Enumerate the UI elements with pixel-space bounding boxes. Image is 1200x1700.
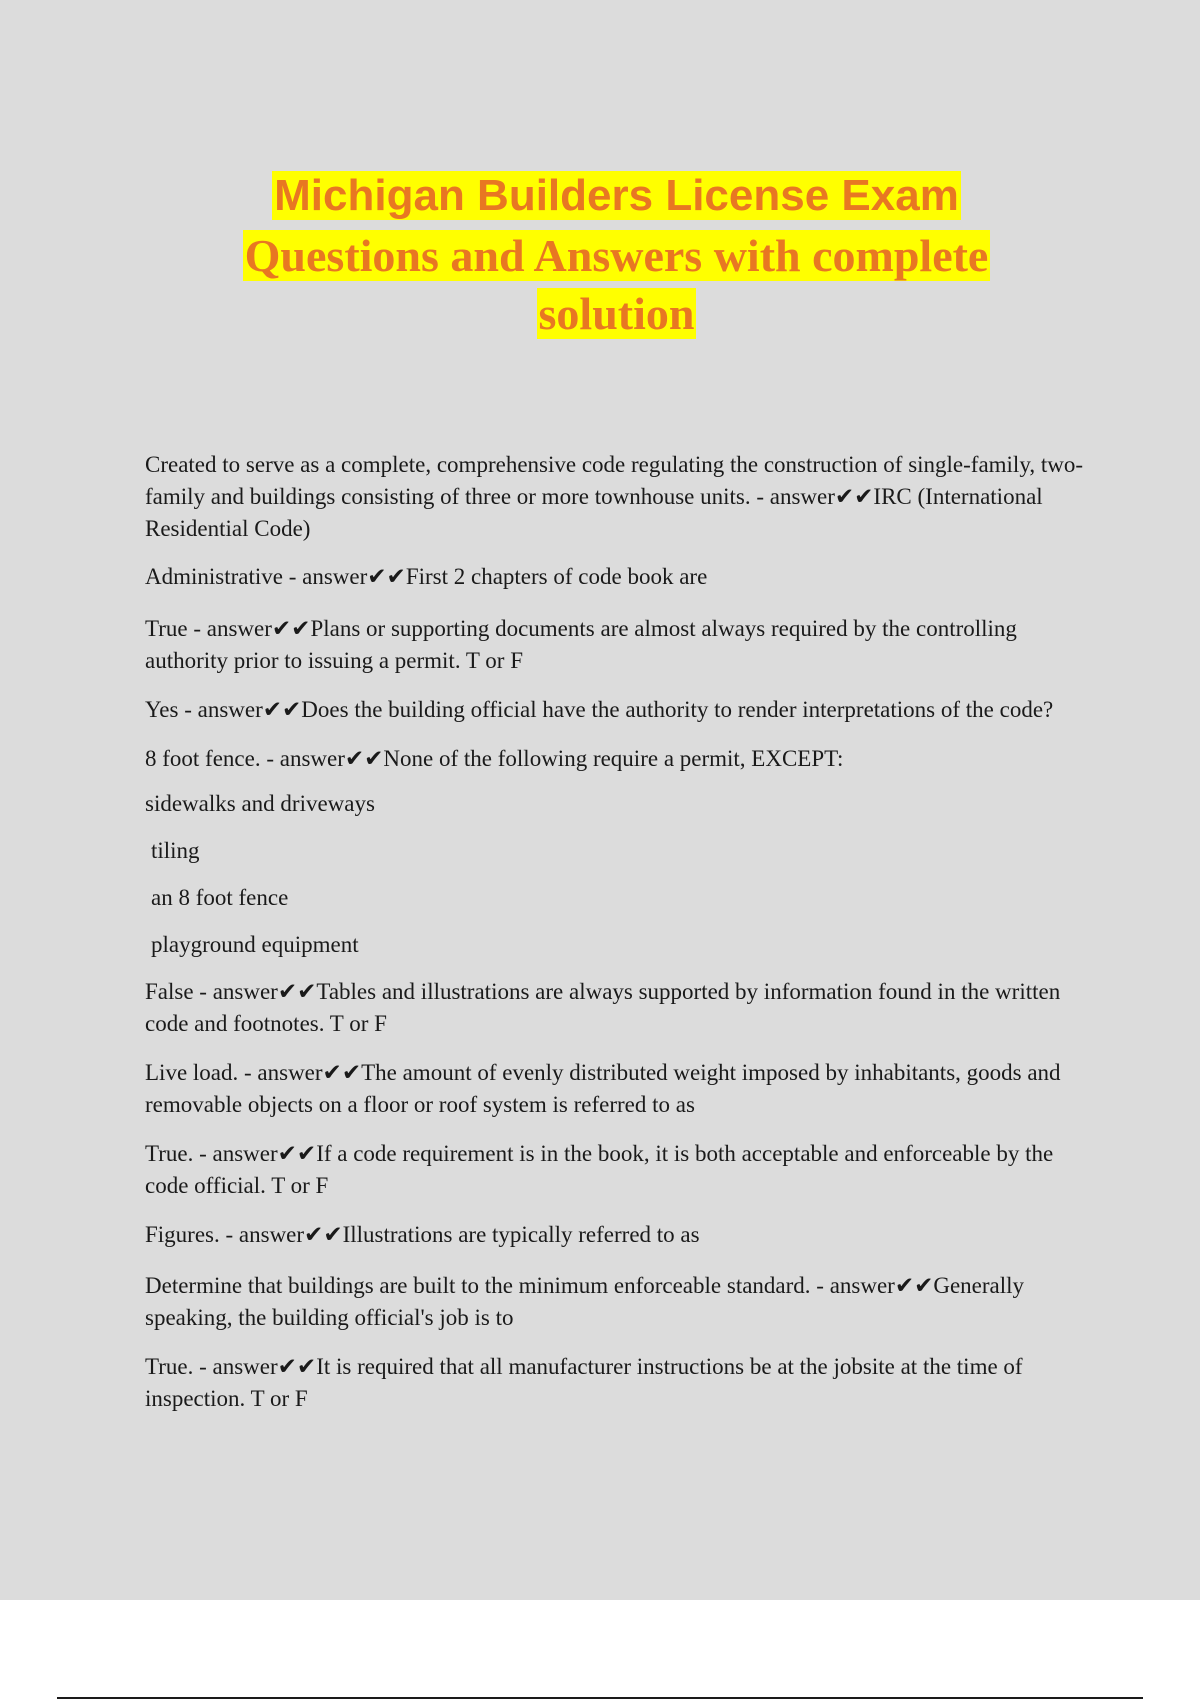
answer-option: an 8 foot fence [151,885,289,910]
qa-item: Determine that buildings are built to the minimum enforceable standard. - answer✔✔Generally speaking, the building official's job is to [145,1273,1025,1330]
document-title [0,165,1200,343]
qa-item: True - answer✔✔Plans or supporting documents are almost always required by the controlling authority prior to issuing a permit. T or F [145,616,1017,673]
answer-option: tiling [151,838,200,863]
qa-item: Figures. - answer✔✔Illustrations are typically referred to as [145,1222,700,1247]
qa-item: Administrative - answer✔✔First 2 chapters of code book are [145,564,708,589]
title-line-1: Michigan Builders License Exam [274,171,959,220]
qa-item: True. - answer✔✔It is required that all manufacturer instructions be at the jobsite at the time of inspection. T or F [145,1354,1023,1411]
answer-option: sidewalks and driveways [145,791,375,816]
qa-item: Yes - answer✔✔Does the building official have the authority to render interpretations of the code? [145,697,1054,722]
title-line-3: solution [538,288,695,339]
title-line-2: Questions and Answers with complete [244,230,989,281]
answer-option: playground equipment [151,932,359,957]
qa-list [145,449,1090,1415]
footer-divider [57,1697,1143,1699]
qa-item: True. - answer✔✔If a code requirement is in the book, it is both acceptable and enforceable by the code official. T or F [145,1141,1054,1198]
qa-item: Live load. - answer✔✔The amount of evenly distributed weight imposed by inhabitants, goods and removable objects on a floor or roof system is referred to as [145,1060,1061,1117]
qa-item: Created to serve as a complete, comprehensive code regulating the construction of single-family, two-family and buildings consisting of three or more townhouse units. - answer✔✔IRC (International Residential Code) [145,452,1083,541]
qa-item: False - answer✔✔Tables and illustrations are always supported by information found in the written code and footnotes. T or F [145,979,1061,1036]
qa-item: 8 foot fence. - answer✔✔None of the following require a permit, EXCEPT: [145,746,844,771]
